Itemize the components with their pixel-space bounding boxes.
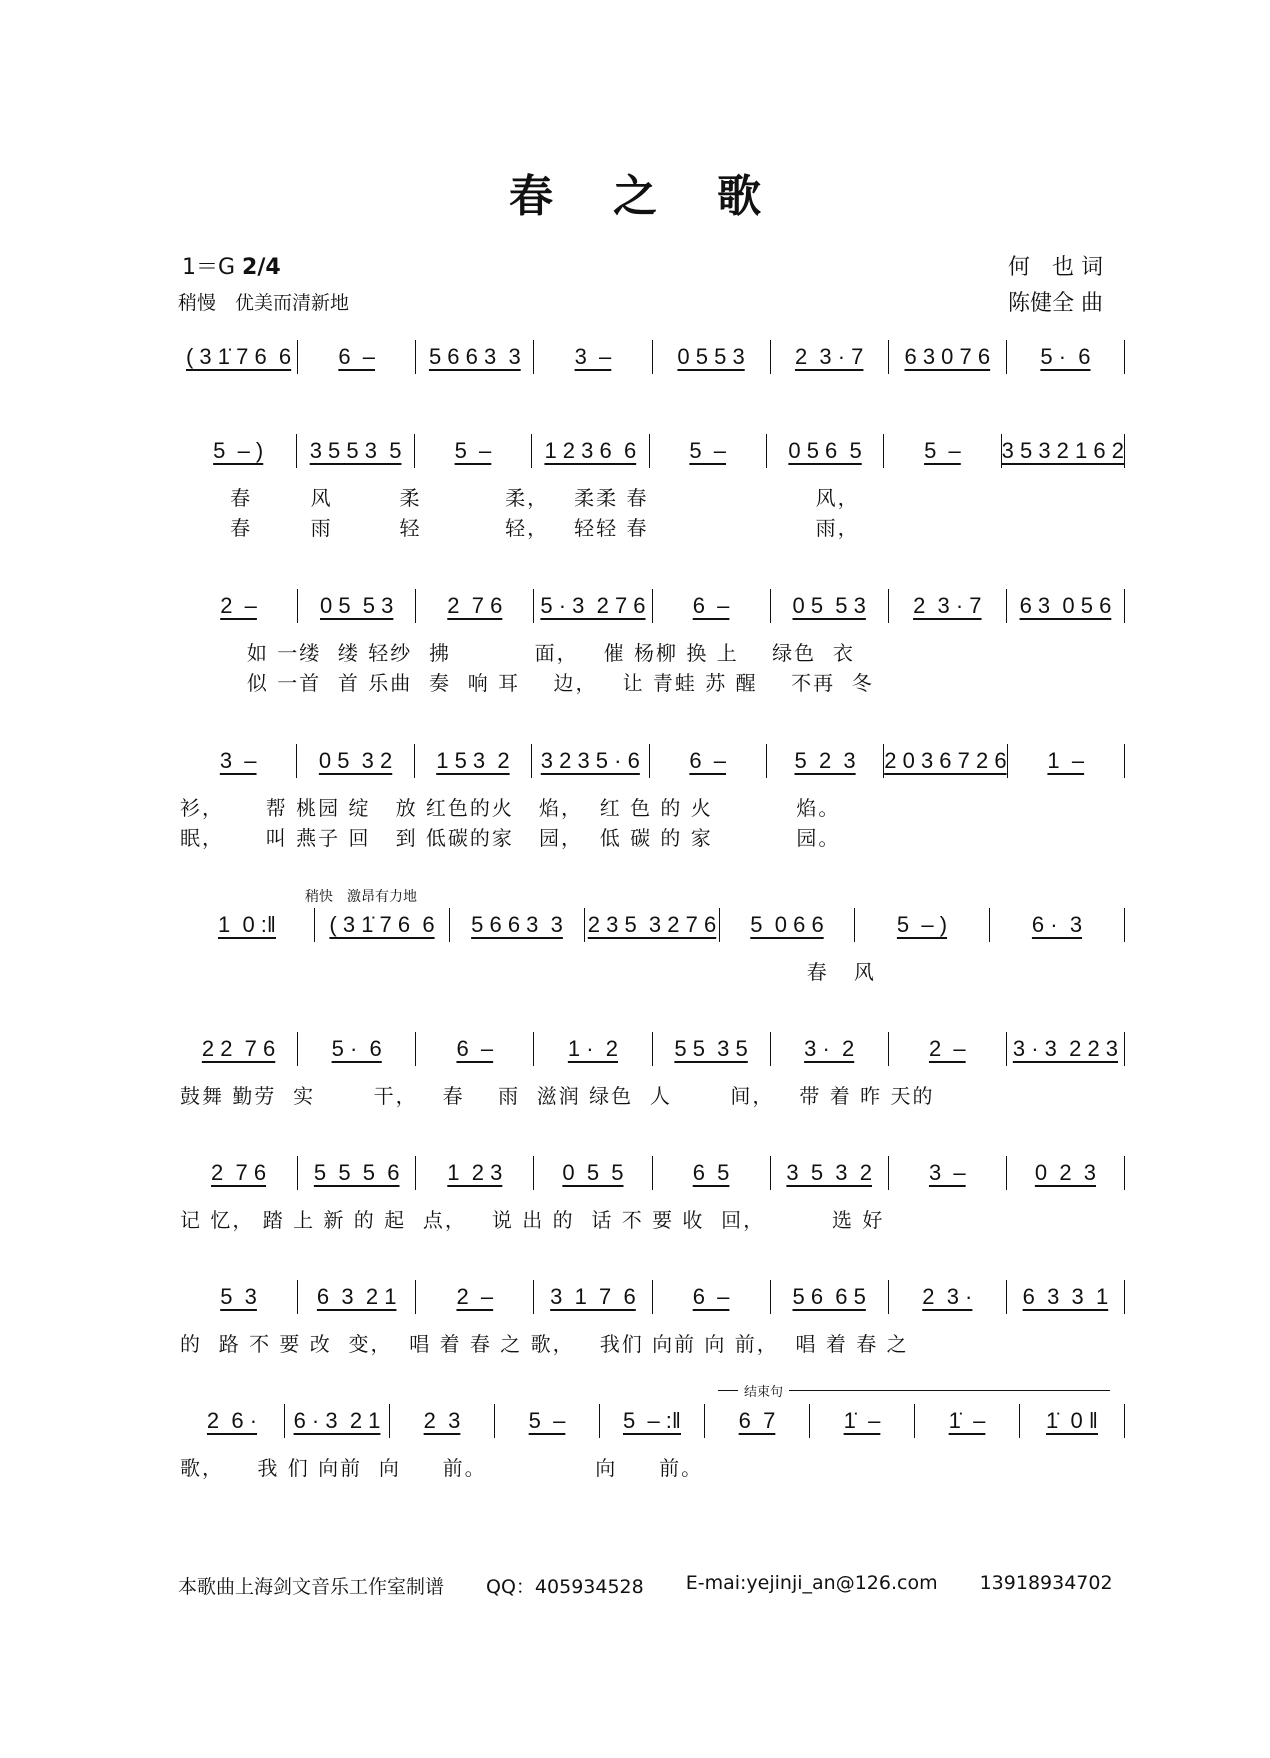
notation-line (180, 1404, 1125, 1438)
measure: 5 3 (180, 1280, 298, 1314)
measure: 2 7 6 (180, 1156, 298, 1190)
measure: 0 2 3 (1007, 1156, 1125, 1190)
measure: 1̇ 0 ‖ (1020, 1404, 1125, 1438)
lyrics-verse-1: 衫， 帮 桃园 绽 放 红色的火 焰， 红 色 的 火 焰。 (180, 796, 841, 820)
measure: 5 – (650, 434, 767, 468)
time-signature: 2/4 (242, 255, 281, 280)
measure: 6 3 2 1 (298, 1280, 416, 1314)
measure: 2 3 · 7 (889, 589, 1007, 623)
song-title: 春之歌 (509, 171, 821, 222)
footer-studio: 本歌曲上海剑文音乐工作室制谱 (178, 1576, 445, 1598)
measure: 5 6 6 5 (771, 1280, 889, 1314)
measure: 5 – ) (855, 908, 990, 942)
measure: 2 2 7 6 (180, 1032, 298, 1066)
measure: 1̇ – (915, 1404, 1020, 1438)
measure: 5 – (884, 434, 1001, 468)
measure: 1̇ – (810, 1404, 915, 1438)
measure: 6 – (416, 1032, 534, 1066)
footer-email: E-mai:yejinji_an@126.com (685, 1572, 938, 1594)
notation-line (180, 340, 1125, 374)
notation-line (180, 744, 1125, 778)
lyrics-verse-1: 如 一缕 缕 轻纱 拂 面， 催 杨柳 换 上 绿色 衣 (180, 641, 855, 665)
measure: 0 5 5 3 (298, 589, 416, 623)
tempo-change: 稍快 激昂有力地 (305, 889, 417, 905)
measure: 2 3 · 7 (771, 340, 889, 374)
measure: 2 7 6 (416, 589, 534, 623)
measure: 3 2 3 5 · 6 (532, 744, 649, 778)
measure: 0 5 6 5 (767, 434, 884, 468)
measure: 1 2 3 6 6 (532, 434, 649, 468)
measure: 5 – (495, 1404, 600, 1438)
measure: 1 2 3 (416, 1156, 534, 1190)
measure: 3 – (534, 340, 652, 374)
lyrics-verse-1: 的 路 不 要 改 变， 唱 着 春 之 歌， 我们 向前 向 前， 唱 着 春 之 (180, 1332, 909, 1356)
measure: 6 – (298, 340, 416, 374)
footer (178, 1572, 1113, 1599)
measure: 1 5 3 2 (415, 744, 532, 778)
measure: 0 5 3 2 (297, 744, 414, 778)
measure: 6 · 3 (990, 908, 1125, 942)
measure: 2 3 (390, 1404, 495, 1438)
measure: 2 – (889, 1032, 1007, 1066)
notation-line (180, 1156, 1125, 1190)
ending-label: 结束句 (738, 1385, 789, 1400)
measure: 6 – (653, 589, 771, 623)
measure: 0 5 5 3 (771, 589, 889, 623)
measure: ( 3 1̇ 7 6 6 (315, 908, 450, 942)
lyricist: 何 也 词 (1008, 255, 1103, 280)
measure: 6 – (653, 1280, 771, 1314)
measure: 3 – (889, 1156, 1007, 1190)
measure: 2 – (180, 589, 298, 623)
measure: ( 3 1̇ 7 6 6 (180, 340, 298, 374)
lyrics-verse-1: 春 风 (180, 960, 876, 984)
measure: 5 – (415, 434, 532, 468)
measure: 5 · 3 2 7 6 (534, 589, 652, 623)
notation-line (180, 1280, 1125, 1314)
lyrics-verse-2: 眠， 叫 燕子 回 到 低碳的家 园， 低 碳 的 家 园。 (180, 826, 841, 850)
measure: 1 0 :‖ (180, 908, 315, 942)
measure: 0 5 5 (534, 1156, 652, 1190)
lyrics-verse-1: 春 风 柔 柔， 柔柔 春 风， (180, 486, 860, 510)
measure: 6 5 (653, 1156, 771, 1190)
measure: 1 – (1008, 744, 1125, 778)
measure: 5 – ) (180, 434, 297, 468)
measure: 6 7 (705, 1404, 810, 1438)
footer-phone: 13918934702 (979, 1572, 1113, 1594)
measure: 3 5 3 2 1 6 2 (1002, 434, 1125, 468)
notation-line (180, 1032, 1125, 1066)
notation-line (180, 589, 1125, 623)
measure: 2 3 · (889, 1280, 1007, 1314)
measure: 5 – :‖ (600, 1404, 705, 1438)
measure: 2 6 · (180, 1404, 285, 1438)
measure: 5 6 6 3 3 (416, 340, 534, 374)
measure: 5 5 3 5 (653, 1032, 771, 1066)
lyrics-verse-1: 记 忆， 踏 上 新 的 起 点， 说 出 的 话 不 要 收 回， 选 好 (180, 1208, 885, 1232)
measure: 5 5 5 6 (298, 1156, 416, 1190)
measure: 5 · 6 (1007, 340, 1125, 374)
measure: 2 0 3 6 7 2 6 (884, 744, 1007, 778)
lyrics-verse-2: 似 一首 首 乐曲 奏 响 耳 边， 让 青蛙 苏 醒 不再 冬 (180, 671, 874, 695)
measure: 3 · 3 2 2 3 (1007, 1032, 1125, 1066)
measure: 6 3 0 7 6 (889, 340, 1007, 374)
measure: 6 · 3 2 1 (285, 1404, 390, 1438)
measure: 5 6 6 3 3 (450, 908, 585, 942)
key-signature (182, 250, 281, 281)
notation-line (180, 434, 1125, 468)
measure: 3 5 3 2 (771, 1156, 889, 1190)
measure: 6 3 0 5 6 (1007, 589, 1125, 623)
measure: 2 3 5 3 2 7 6 (585, 908, 720, 942)
measure: 2 – (416, 1280, 534, 1314)
composer: 陈健全 曲 (1008, 291, 1103, 316)
tempo-marking: 稍慢 优美而清新地 (178, 292, 350, 314)
measure: 3 5 5 3 5 (297, 434, 414, 468)
footer-qq: QQ：405934528 (486, 1576, 644, 1598)
measure: 6 – (650, 744, 767, 778)
measure: 3 1 7 6 (534, 1280, 652, 1314)
measure: 1 · 2 (534, 1032, 652, 1066)
lyrics-verse-1: 歌， 我 们 向前 向 前。 向 前。 (180, 1456, 704, 1480)
measure: 0 5 5 3 (653, 340, 771, 374)
measure: 5 2 3 (767, 744, 884, 778)
measure: 5 · 6 (298, 1032, 416, 1066)
lyrics-verse-2: 春 雨 轻 轻， 轻轻 春 雨， (180, 516, 860, 540)
lyrics-verse-1: 鼓舞 勤劳 实 干， 春 雨 滋润 绿色 人 间， 带 着 昨 天的 (180, 1084, 935, 1108)
measure: 3 – (180, 744, 297, 778)
key: 1＝G (182, 255, 236, 280)
measure: 5 0 6 6 (720, 908, 855, 942)
notation-line (180, 908, 1125, 942)
measure: 3 · 2 (771, 1032, 889, 1066)
measure: 6 3 3 1 (1007, 1280, 1125, 1314)
